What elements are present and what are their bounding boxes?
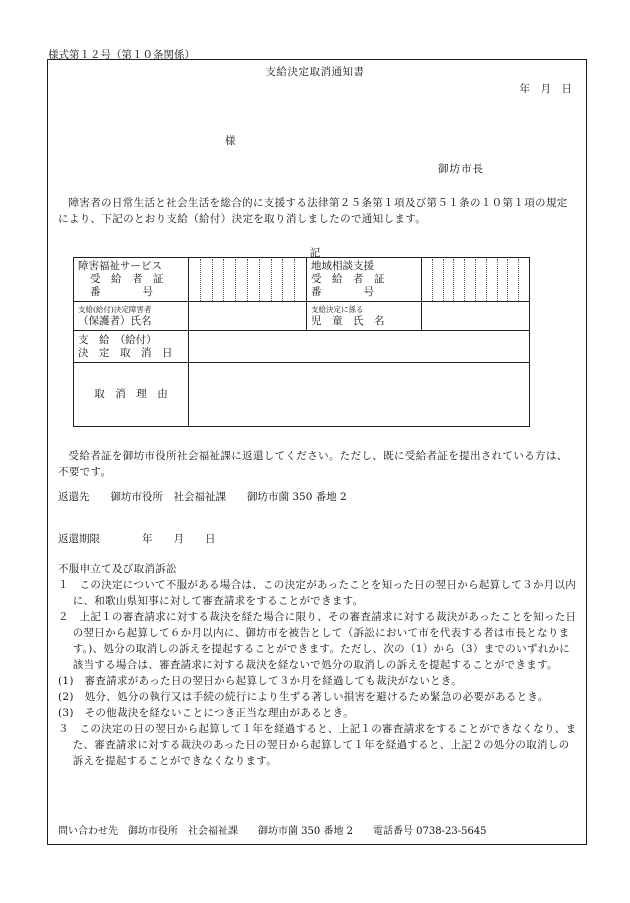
form-number: 様式第１２号（第１０条関係） (48, 49, 195, 61)
child-name-field[interactable] (422, 302, 530, 331)
cert-label-line1: 障害福祉サービス (78, 260, 162, 272)
return-deadline: 返還期限 年 月 日 (58, 533, 216, 545)
consult-label-line1: 地域相談支援 (311, 260, 374, 272)
consult-label-line3: 番 号 (311, 286, 374, 298)
revoke-date-label (74, 331, 189, 363)
consult-cert-number-field[interactable] (422, 258, 530, 302)
child-label-small: 支給決定に係る (311, 304, 364, 314)
cert-number-label (74, 258, 189, 302)
addressee-suffix: 様 (225, 135, 236, 147)
issuer-name: 御坊市長 (438, 163, 484, 175)
child-label-main: 児 童 氏 名 (311, 314, 385, 327)
revoke-date-line1: 支 給 （給付） (78, 333, 157, 346)
return-destination: 返還先 御坊市役所 社会福祉課 御坊市薗 350 番地 2 (58, 491, 347, 503)
appeal-item-1: １ この決定について不服がある場合は、この決定があったことを知った日の翌日から起算して３か月以内に、和歌山県知事に対して審査請求をすることができます。 (58, 579, 577, 607)
appeal-sub-1: (1) 審査請求があった日の翌日から起算して３か月を経過しても裁決がないとき。 (58, 675, 463, 687)
appeal-item-3: ３ この決定の日の翌日から起算して１年を経過すると、上記１の審査請求をすることができなくなり、また、審査請求に対する裁決のあった日の翌日から起算して１年を経過すると、上記２の処分の取消しの訴えを提起することができなくなります。 (58, 723, 577, 767)
consult-label-line2: 受 給 者 証 (311, 273, 385, 285)
contact-info: 問い合わせ先 御坊市役所 社会福祉課 御坊市薗 350 番地 2 電話番号 0738-23-5645 (58, 826, 487, 837)
document-title: 支給決定取消通知書 (265, 66, 365, 78)
cert-label-line2: 受 給 者 証 (90, 273, 164, 285)
intro-paragraph: 障害者の日常生活と社会生活を総合的に支援する法律第２５条第１項及び第５１条の１０第１項の規定により、下記のとおり支給（給付）決定を取り消しましたので通知します。 (58, 197, 568, 225)
cert-label-line3: 番 号 (90, 286, 153, 298)
recipient-label-small: 支給(給付)決定障害者 (78, 304, 152, 314)
reason-label-text: 取 消 理 由 (94, 388, 168, 400)
appeal-heading: 不服申立て及び取消訴訟 (58, 563, 177, 575)
appeal-sub-3: (3) その他裁決を経ないことにつき正当な理由があるとき。 (58, 707, 354, 719)
recipient-label-main: （保護者）氏名 (78, 314, 152, 327)
revoke-date-line2: 決 定 取 消 日 (78, 346, 173, 359)
recipient-name-label (74, 302, 189, 331)
date-line: 年 月 日 (519, 83, 572, 95)
revoke-date-field[interactable] (189, 331, 530, 363)
reason-label (74, 363, 189, 427)
ki-heading: 記 (309, 247, 321, 259)
recipient-name-field[interactable] (189, 302, 307, 331)
revocation-table (73, 257, 530, 427)
appeal-sub-2: (2) 処分、処分の執行又は手続の続行により生ずる著しい損害を避けるため緊急の必要があるとき。 (58, 691, 549, 703)
consult-cert-number-label (307, 258, 422, 302)
child-name-label (307, 302, 422, 331)
appeal-item-2: ２ 上記１の審査請求に対する裁決を経た場合に限り、その審査請求に対する裁決があったことを知った日の翌日から起算して６か月以内に、御坊市を被告として（訴訟において市を代表する者は市長となります。)、処分の取消しの訴えを提起することができます。ただし、次の（1）から（3）までのいずれかに該当する場合は、審査請求に対する裁決を経ないで処分の取消しの訴えを提起することができます。 (58, 611, 577, 671)
appeal-section (58, 561, 580, 769)
return-notice: 受給者証を御坊市役所社会福祉課に返還してください。ただし、既に受給者証を提出されている方は、不要です。 (58, 450, 568, 478)
reason-field[interactable] (189, 363, 530, 427)
cert-number-field[interactable] (189, 258, 307, 302)
